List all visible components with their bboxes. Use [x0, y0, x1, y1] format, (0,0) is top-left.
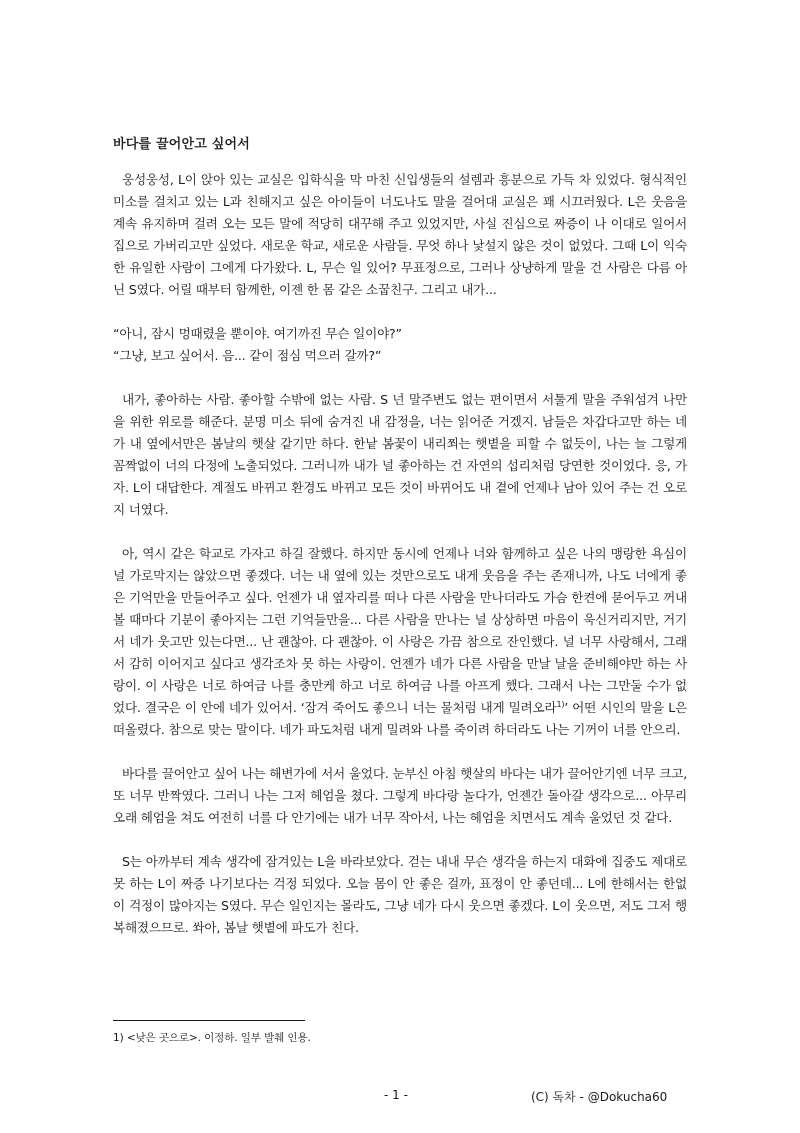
credit-line: (C) 독차 - @Dokucha60: [531, 1090, 668, 1104]
paragraph-1: 웅성웅성, L이 앉아 있는 교실은 입학식을 막 마친 신입생들의 설렘과 흥분으로 가득 차 있었다. 형식적인 미소를 걸치고 있는 L과 친해지고 싶은 아이들이 너도나도 말을 걸어대 교실은 꽤 시끄러웠다. L은 웃음을 계속 유지하며 걸려 오는 모든 말에 적당히 대꾸해 주고 있었지만, 사실 진심으로 짜증이 나 이대로 일어서 집으로 가버리고만 싶었다. 새로운 학교, 새로운 사람들. 무엇 하나 낯설지 않은 것이 없었다. 그때 L이 익숙한 유일한 사람이 그에게 다가왔다. L, 무슨 일 있어? 무표정으로, 그러나 상냥하게 말을 건 사람은 다름 아닌 S였다. 어릴 때부터 함께한, 이젠 한 몸 같은 소꿉친구. 그리고 내가...: [113, 172, 687, 297]
paragraph-4: 바다를 끌어안고 싶어 나는 해변가에 서서 울었다. 눈부신 아침 햇살의 바다는 내가 끌어안기엔 너무 크고, 또 너무 반짝였다. 그러니 나는 그저 헤엄을 쳤다. 그렇게 바다랑 놀다가, 언젠간 돌아갈 생각으로... 아무리 오래 헤엄을 쳐도 여전히 너를 다 안기에는 내가 너무 작아서, 나는 헤엄을 치면서도 계속 울었던 것 같다.: [113, 766, 687, 825]
page-number: - 1 -: [384, 1088, 408, 1102]
dialogue-line-1: “아니, 잠시 멍때렸을 뿐이야. 여기까진 무슨 일이야?”: [113, 326, 402, 341]
paragraph-3-continuation: ’ 어떤 시인의 말을 L은 떠올렸다. 참으로 맞는 말이다. 네가 파도처럼 내게 밀려와 나를 죽이려 하더라도 나는 기꺼이 너를 안으리.: [113, 700, 687, 737]
paragraph-5: S는 아까부터 계속 생각에 잠겨있는 L을 바라보았다. 걷는 내내 무슨 생각을 하는지 대화에 집중도 제대로 못 하는 L이 짜증 나기보다는 걱정 되었다. 오늘 몸이 안 좋은 걸까, 표정이 안 좋던데... L에 한해서는 한없이 걱정이 많아지는 S였다. 무슨 일인지는 몰라도, 그냥 네가 다시 웃으면 좋겠다. L이 웃으면, 저도 그저 행복해졌으므로. 쏴아, 봄날 햇볕에 파도가 친다.: [113, 854, 687, 935]
dialogue-line-2: “그냥, 보고 싶어서. 음... 같이 점심 먹으러 갈까?”: [113, 348, 382, 363]
footnote: 1) <낮은 곳으로>. 이정하. 일부 발췌 인용.: [113, 1032, 311, 1044]
document-title: 바다를 끌어안고 싶어서: [113, 137, 251, 152]
paragraph-3: [113, 543, 687, 741]
footnote-marker: 1): [556, 699, 565, 709]
document-body: [113, 169, 687, 961]
paragraph-2: 내가, 좋아하는 사람. 좋아할 수밖에 없는 사람. S 넌 말주변도 없는 편이면서 서툴게 말을 주워섬겨 나만을 위한 위로를 해준다. 분명 미소 뒤에 숨겨진 내 감정을, 너는 읽어준 거겠지. 남들은 차갑다고만 하는 네가 내 옆에서만은 봄날의 햇살 같기만 하다. 한낱 봄꽃이 내리쬐는 햇볕을 피할 수 없듯이, 나는 늘 그렇게 꼼짝없이 너의 다정에 노출되었다. 그러니까 내가 널 좋아하는 건 자연의 섭리처럼 당연한 것이었다. 응, 가자. L이 대답한다. 계절도 바뀌고 환경도 바뀌고 모든 것이 바뀌어도 내 곁에 언제나 남아 있어 주는 건 오로지 너였다.: [113, 392, 687, 517]
paragraph-3-text: 아, 역시 같은 학교로 가자고 하길 잘했다. 하지만 동시에 언제나 너와 함께하고 싶은 나의 맹랑한 욕심이 널 가로막지는 않았으면 좋겠다. 너는 내 옆에 있는 것만으로도 내게 웃음을 주는 존재니까, 나도 너에게 좋은 기억만을 만들어주고 싶다. 언젠가 내 옆자리를 떠나 다른 사람을 만나더라도 가슴 한켠에 묻어두고 꺼내볼 때마다 기분이 좋아지는 그런 기억들만을... 다른 사람을 만나는 널 상상하면 마음이 욱신거리지만, 거기서 네가 웃고만 있는다면... 난 괜찮아. 다 괜찮아. 이 사랑은 가끔 참으로 잔인했다. 널 너무 사랑해서, 그래서 감히 이어지고 싶다고 생각조차 못 하는 사랑이. 언젠가 네가 다른 사람을 만날 날을 준비해야만 하는 사랑이. 이 사랑은 너로 하여금 나를 충만케 하고 너로 하여금 나를 아프게 했다. 그래서 나는 그만둘 수가 없었다. 결국은 이 안에 네가 있어서. ‘잠겨 죽어도 좋으니 너는 물처럼 내게 밀려오라: [113, 546, 687, 715]
footnote-divider: [113, 1020, 305, 1021]
